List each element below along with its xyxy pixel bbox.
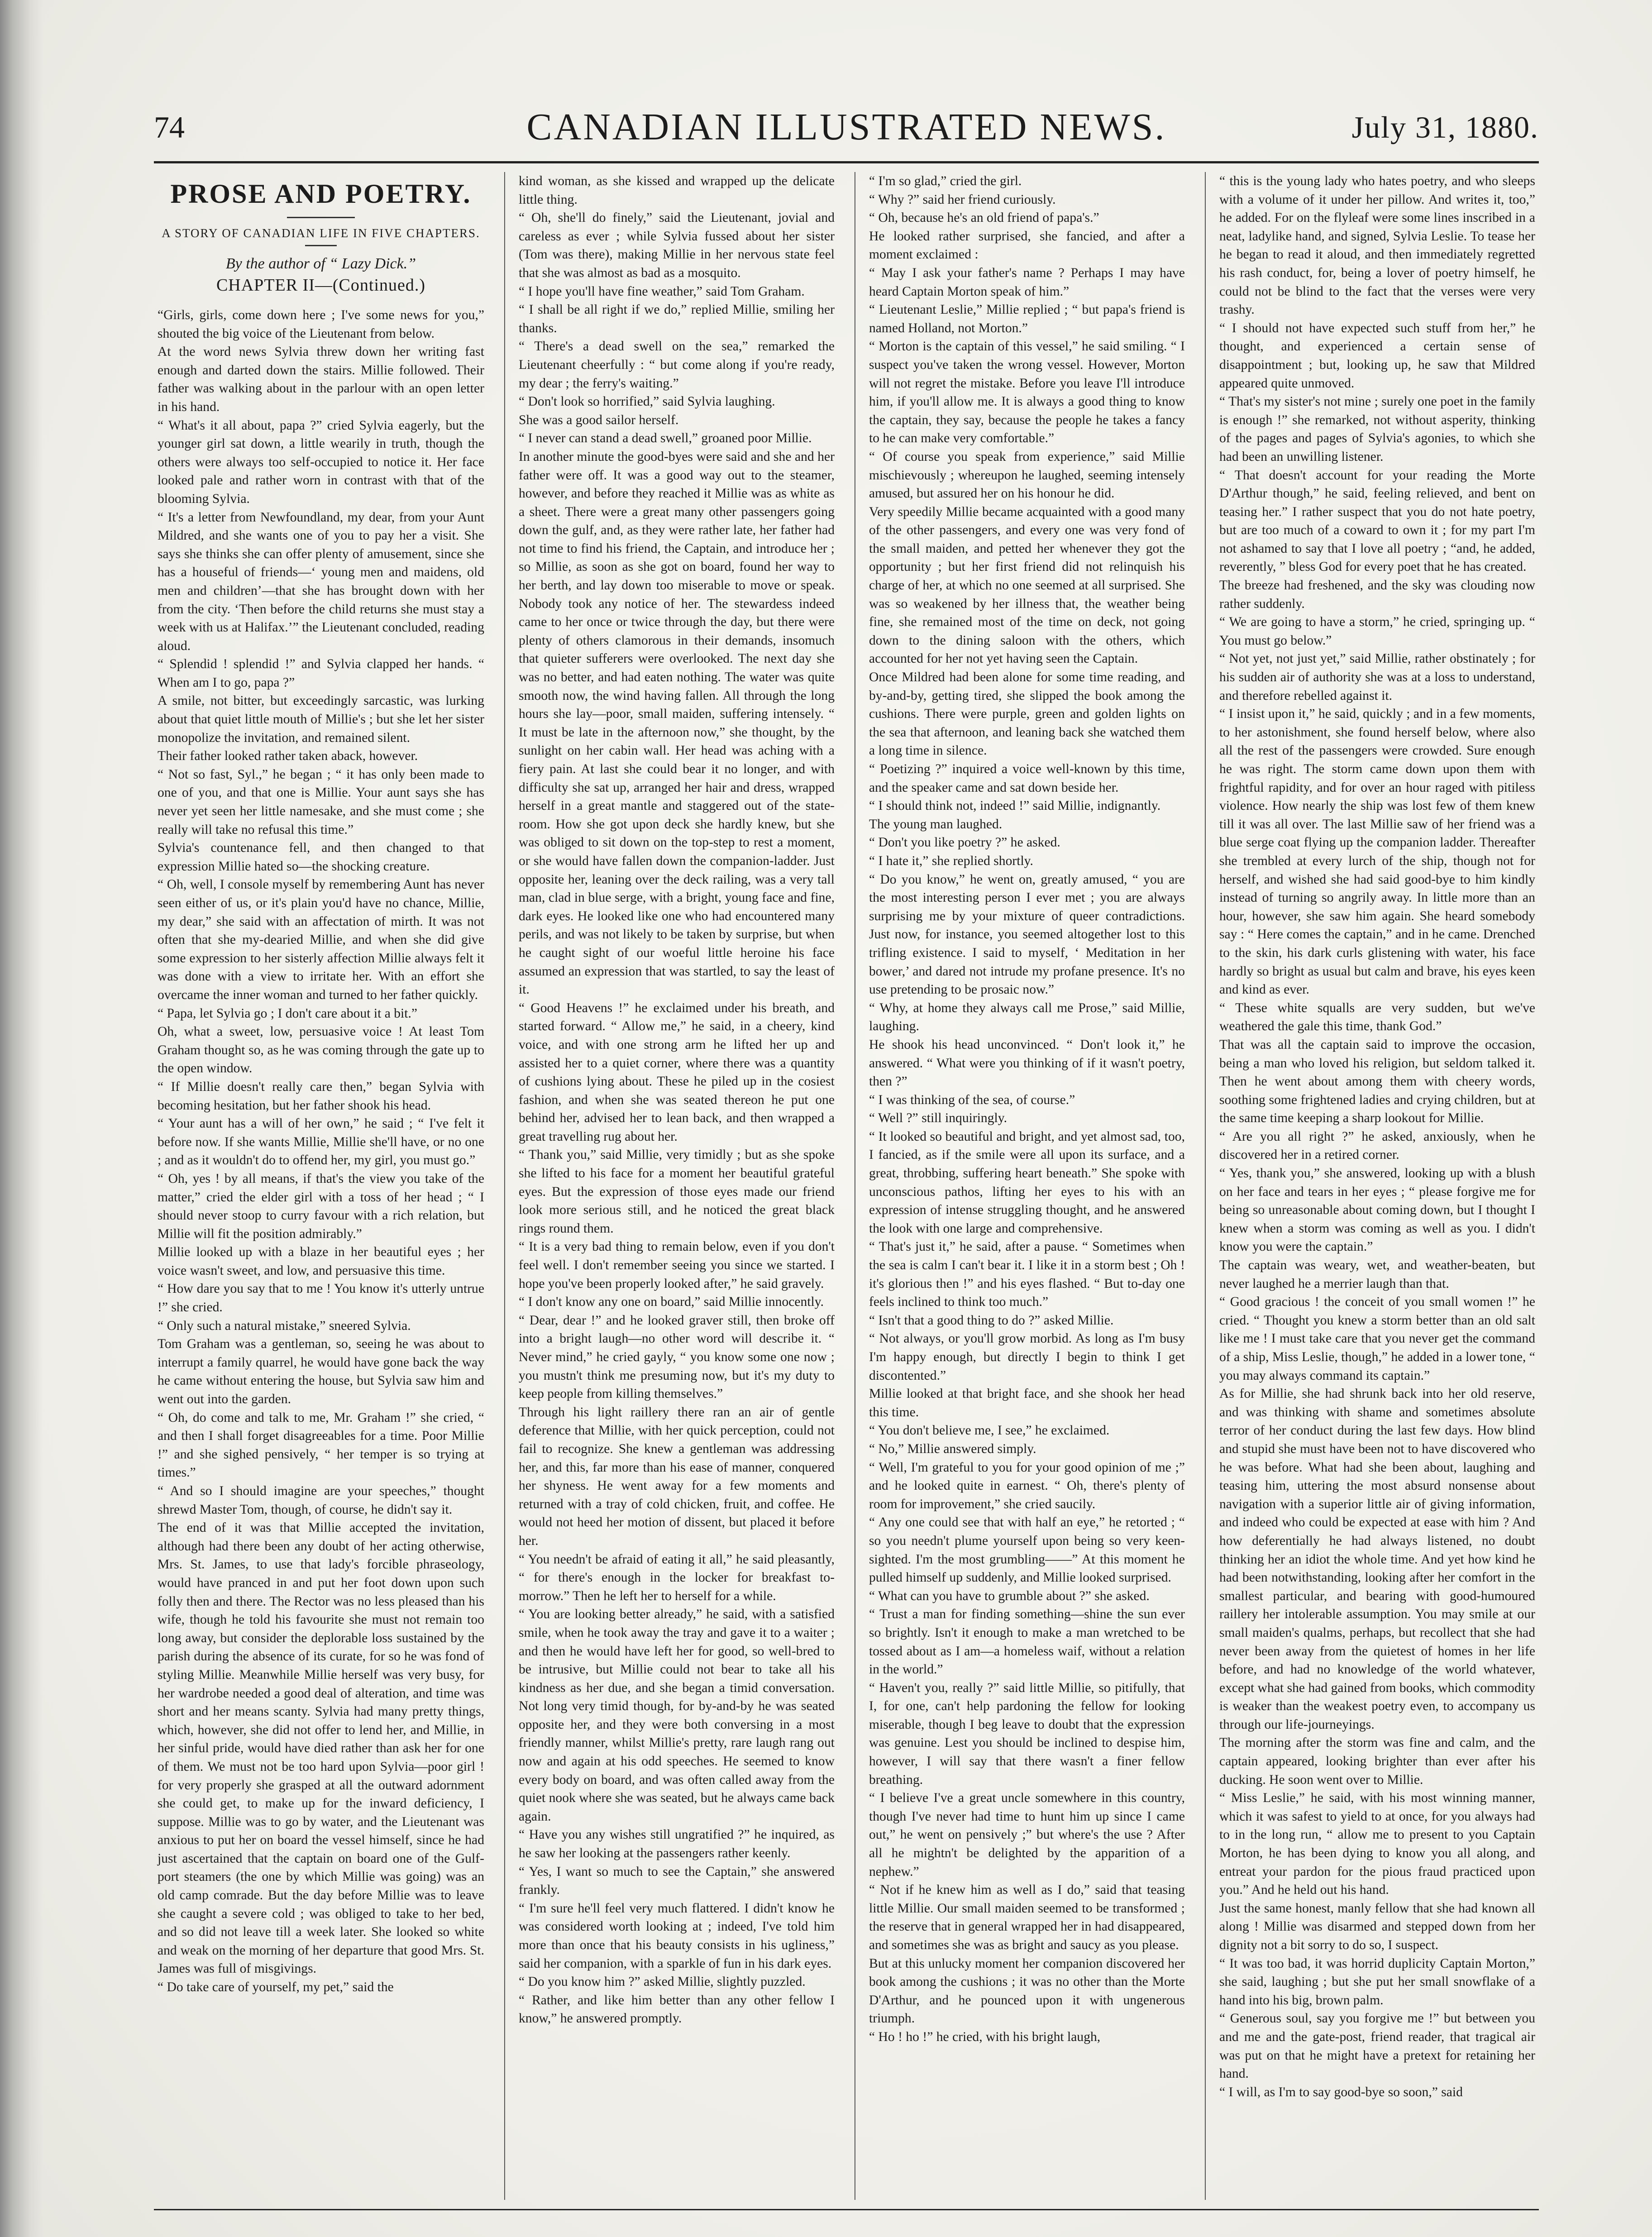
article-columns (154, 172, 1539, 2200)
column-3-text: “ I'm so glad,” cried the girl. “ Why ?” said her friend curiously. “ Oh, because he's an old friend of papa's.” He looked rather surprised, she fancied, and after a moment exclaimed : “ May I ask your father's name ? Perhaps I may have heard Captain Morton speak of him.” “ Lieutenant Leslie,” Millie replied ; “ but papa's friend is named Holland, not Morton.” “ Morton is the captain of this vessel,” he said smiling. “ I suspect you've taken the wrong vessel. However, Morton will not regret the mistake. Before you leave I'll introduce him, if you'll allow me. It is always a good thing to know the captain, they say, because the people he takes a fancy to he can make very comfortable.” “ Of course you speak from experience,” said Millie mischievously ; whereupon he laughed, seeming intensely amused, but assured her on his honour he did. Very speedily Millie became acquainted with a good many of the other passengers, and every one was very fond of the small maiden, and petted her whenever they got the opportunity ; but her first friend did not relinquish his charge of her, at which no one seemed at all surprised. She was so weakened by her illness that, the weather being fine, she remained most of the time on deck, not going down to the dining saloon with the others, which accounted for her not yet having seen the Captain. Once Mildred had been alone for some time reading, and by-and-by, getting tired, she slipped the book among the cushions. There were purple, green and golden lights on the sea that afternoon, and leaning back she watched them a long time in silence. “ Poetizing ?” inquired a voice well-known by this time, and the speaker came and sat down beside her. “ I should think not, indeed !” said Millie, indignantly. The young man laughed. “ Don't you like poetry ?” he asked. “ I hate it,” she replied shortly. “ Do you know,” he went on, greatly amused, “ you are the most interesting person I ever met ; you are always surprising me by your mixture of queer contradictions. Just now, for instance, you seemed altogether lost to this trifling existence. I said to myself, ‘ Meditation in her bower,’ and dared not intrude my profane presence. It's no use pretending to be prosaic now.” “ Why, at home they always call me Prose,” said Millie, laughing. He shook his head unconvinced. “ Don't look it,” he answered. “ What were you thinking of if it wasn't poetry, then ?” “ I was thinking of the sea, of course.” “ Well ?” still inquiringly. “ It looked so beautiful and bright, and yet almost sad, too, I fancied, as if the smile were all upon its surface, and a great, throbbing, suffering heart beneath.” She spoke with unconscious pathos, lifting her eyes to his with an expression of intense struggling thought, and he answered the look with one large and comprehensive. “ That's just it,” he said, after a pause. “ Sometimes when the sea is calm I can't bear it. I like it in a storm best ; Oh ! it's glorious then !” and his eyes flashed. “ But to-day one feels inclined to think too much.” “ Isn't that a good thing to do ?” asked Millie. “ Not always, or you'll grow morbid. As long as I'm busy I'm happy enough, but directly I begin to think I get discontented.” Millie looked at that bright face, and she shook her head this time. “ You don't believe me, I see,” he exclaimed. “ No,” Millie answered simply. “ Well, I'm grateful to you for your good opinion of me ;” and he looked quite in earnest. “ Oh, there's plenty of room for improvement,” she cried saucily. “ Any one could see that with half an eye,” he retorted ; “ so you needn't plume yourself upon being so very keen-sighted. I'm the most grumbling——” At this moment he pulled himself up suddenly, and Millie looked surprised. “ What can you have to grumble about ?” she asked. “ Trust a man for finding something—shine the sun ever so brightly. Isn't it enough to make a man wretched to be tossed about as I am—a homeless waif, without a relation in the world.” “ Haven't you, really ?” said little Millie, so pitifully, that I, for one, can't help pardoning the fellow for looking miserable, though I beg leave to doubt that the expression was genuine. Lest you should be inclined to despise him, however, I will say that there wasn't a finer fellow breathing. “ I believe I've a great uncle somewhere in this country, though I've never had time to hunt him up since I came out,” he went on pensively ;” but where's the use ? After all he mightn't be delighted by the apparition of a nephew.” “ Not if he knew him as well as I do,” said that teasing little Millie. Our small maiden seemed to be transformed ; the reserve that in general wrapped her in had disappeared, and sometimes she was as bright and saucy as you please. But at this unlucky moment her companion discovered her book among the cushions ; it was no other than the Morte D'Arthur, and he pounced upon it with ungenerous triumph. “ Ho ! ho !” he cried, with his bright laugh, (869, 174, 1185, 2044)
issue-date: July 31, 1880. (1351, 110, 1539, 144)
masthead-rule (154, 161, 1539, 163)
title-divider (287, 217, 355, 218)
column-3 (855, 172, 1189, 2200)
column-2 (504, 172, 838, 2200)
column-4-text: “ this is the young lady who hates poetry, and who sleeps with a volume of it under her pillow. And writes it, too,” he added. For on the flyleaf were some lines inscribed in a neat, ladylike hand, and signed, Sylvia Leslie. To tease her he began to read it aloud, and then immediately regretted his rash conduct, for, being a lover of poetry himself, he could not be blind to the fact that the verses were very trashy. “ I should not have expected such stuff from her,” he thought, and experienced a certain sense of disappointment ; but, looking up, he saw that Mildred appeared quite unmoved. “ That's my sister's not mine ; surely one poet in the family is enough !” she remarked, not without asperity, thinking of the pages and pages of Sylvia's agonies, to which she had been an unwilling listener. “ That doesn't account for your reading the Morte D'Arthur though,” he said, feeling relieved, and bent on teasing her.” I rather suspect that you do not hate poetry, but are too much of a coward to own it ; for my part I'm not ashamed to say that I love all poetry ; “and, he added, reverently, ” bless God for every poet that he has created. The breeze had freshened, and the sky was clouding now rather suddenly. “ We are going to have a storm,” he cried, springing up. “ You must go below.” “ Not yet, not just yet,” said Millie, rather obstinately ; for his sudden air of authority she was at a loss to understand, and therefore rebelled against it. “ I insist upon it,” he said, quickly ; and in a few moments, to her astonishment, she found herself below, where also all the rest of the passengers were crowded. Sure enough he was right. The storm came down upon them with frightful rapidity, and for over an hour raged with pitiless violence. How nearly the ship was lost few of them knew till it was all over. The last Millie saw of her friend was a blue serge coat flying up the companion ladder. Thereafter she trembled at every lurch of the ship, though not for herself, and wished she had said good-bye to him kindly instead of turning so angrily away. In little more than an hour, however, she saw him again. She heard somebody say : “ Here comes the captain,” and in he came. Drenched to the skin, his dark curls glistening with water, his face hardly so bright as usual but calm and brave, his eyes keen and kind as ever. “ These white squalls are very sudden, but we've weathered the gale this time, thank God.” That was all the captain said to improve the occasion, being a man who loved his religion, but seldom talked it. Then he went about among them with cheery words, soothing some frightened ladies and crying children, but at the same time keeping a sharp lookout for Millie. “ Are you all right ?” he asked, anxiously, when he discovered her in a retired corner. “ Yes, thank you,” she answered, looking up with a blush on her face and tears in her eyes ; “ please forgive me for being so unreasonable about coming down, but I thought I knew when a storm was coming as well as you. I didn't know you were the captain.” The captain was weary, wet, and weather-beaten, but never laughed he a merrier laugh than that. “ Good gracious ! the conceit of you small women !” he cried. “ Thought you knew a storm better than an old salt like me ! I must take care that you never get the command of a ship, Miss Leslie, though,” he added in a lower tone, “ you may always command its captain.” As for Millie, she had shrunk back into her old reserve, and was thinking with shame and sometimes absolute terror of her conduct during the last few days. How blind and stupid she must have been not to have discovered who he was before. What had she been about, laughing and teasing him, uttering the most absurd nonsense about navigation with a superior little air of giving information, and indeed who could be expected at ease with him ? And how deferentially he had always listened, no doubt thinking her an idiot the whole time. And yet how kind he had been notwithstanding, looking after her comfort in the smallest particular, and bearing with good-humoured raillery her intolerable assumption. You may smile at our small maiden's qualms, perhaps, but recollect that she had never been away from the quietest of homes in her life before, and had no knowledge of the world whatever, except what she had gained from books, which commodity is weaker than the weakest poetry even, to accompany us through our life-journeyings. The morning after the storm was fine and calm, and the captain appeared, looking brighter than ever after his ducking. He soon went over to Millie. “ Miss Leslie,” he said, with his most winning manner, which it was safest to yield to at once, for you always had to in the long run, “ allow me to present to you Captain Morton, he has been dying to know you all along, and entreat your pardon for the pious fraud practiced upon you.” And he held out his hand. Just the same honest, manly fellow that she had known all along ! Millie was disarmed and stepped down from her dignity not a bit sorry to do so, I suspect. “ It was too bad, it was horrid duplicity Captain Morton,” she said, laughing ; but she put her small snowflake of a hand into his big, brown palm. “ Generous soul, say you forgive me !” but between you and me and the gate-post, friend reader, that tragical air was put on that he might have a pretext for retaining her hand. “ I will, as I'm to say good-bye so soon,” said (1219, 174, 1535, 2099)
page-number: 74 (154, 110, 185, 144)
column-1 (154, 172, 488, 2200)
footer-rule (154, 2209, 1539, 2210)
publication-title: CANADIAN ILLUSTRATED NEWS. (526, 106, 1166, 148)
story-title-divider (305, 245, 337, 246)
byline: By the author of “ Lazy Dick.” (225, 255, 416, 272)
chapter-heading: CHAPTER II—(Continued.) (216, 276, 426, 295)
column-1-text: “Girls, girls, come down here ; I've some news for you,” shouted the big voice of the Lieutenant from below. At the word news Sylvia threw down her writing fast enough and darted down the stairs. Millie followed. Their father was walking about in the parlour with an open letter in his hand. “ What's it all about, papa ?” cried Sylvia eagerly, but the younger girl sat down, a little wearily in truth, though the others were always too self-occupied to notice it. Her face looked pale and rather worn in contrast with that of the blooming Sylvia. “ It's a letter from Newfoundland, my dear, from your Aunt Mildred, and she wants one of you to pay her a visit. She says she thinks she can offer plenty of amusement, since she has a houseful of friends—‘ young men and maidens, old men and children’—that she has brought down with her from the city. ‘Then before the child returns she must stay a week with us at Halifax.’” the Lieutenant concluded, reading aloud. “ Splendid ! splendid !” and Sylvia clapped her hands. “ When am I to go, papa ?” A smile, not bitter, but exceedingly sarcastic, was lurking about that quiet little mouth of Millie's ; but she let her sister monopolize the invitation, and remained silent. Their father looked rather taken aback, however. “ Not so fast, Syl.,” he began ; “ it has only been made to one of you, and that one is Millie. Your aunt says she has never yet seen her little namesake, and she must come ; she really will take no refusal this time.” Sylvia's countenance fell, and then changed to that expression Millie hated so—the shocking creature. “ Oh, well, I console myself by remembering Aunt has never seen either of us, or it's plain you'd have no chance, Millie, my dear,” she said with an affectation of mirth. It was not often that she my-dearied Millie, and when she did give some expression to her sisterly affection Millie always felt it was done with a view to irritate her. With an effort she overcame the inner woman and turned to her father quickly. “ Papa, let Sylvia go ; I don't care about it a bit.” Oh, what a sweet, low, persuasive voice ! At least Tom Graham thought so, as he was coming through the gate up to the open window. “ If Millie doesn't really care then,” began Sylvia with becoming hesitation, but her father shook his head. “ Your aunt has a will of her own,” he said ; “ I've felt it before now. If she wants Millie, Millie she'll have, or no one ; and as it wouldn't do to offend her, my girl, you must go.” “ Oh, yes ! by all means, if that's the view you take of the matter,” cried the elder girl with a toss of her head ; “ I should never stoop to curry favour with a rich relation, but Millie will fit the position admirably.” Millie looked up with a blaze in her beautiful eyes ; her voice wasn't sweet, and low, and persuasive this time. “ How dare you say that to me ! You know it's utterly untrue !” she cried. “ Only such a natural mistake,” sneered Sylvia. Tom Graham was a gentleman, so, seeing he was about to interrupt a family quarrel, he would have gone back the way he came without entering the house, but Sylvia saw him and went out into the garden. “ Oh, do come and talk to me, Mr. Graham !” she cried, “ and then I shall forget disagreeables for a time. Poor Millie !” and she sighed pensively, “ her temper is so trying at times.” “ And so I should imagine are your speeches,” thought shrewd Master Tom, though, of course, he didn't say it. The end of it was that Millie accepted the invitation, although had there been any doubt of her acting otherwise, Mrs. St. James, to use that lady's forcible phraseology, would have pranced in and put her foot down upon such folly then and there. The Rector was no less pleased than his wife, though he told his favourite she must not remain too long away, but consider the deplorable loss sustained by the parish during the absence of its curate, for so he was fond of styling Millie. Meanwhile Millie herself was very busy, for her wardrobe needed a good deal of alteration, and time was short and her means scanty. Sylvia had many pretty things, which, however, she did not offer to lend her, and Millie, in her sinful pride, would have died rather than ask her for one of them. We must not be too hard upon Sylvia—poor girl ! for very properly she grasped at all the outward adornment she could get, to make up for the inward deficiency, I suppose. Millie was to go by water, and the Lieutenant was anxious to put her on board the vessel himself, since he had just ascertained that the captain on board one of the Gulf-port steamers (the one by which Millie was going) was an old camp comrade. But the day before Millie was to leave she caught a severe cold ; was obliged to take to her bed, and so did not leave till a week later. She looked so white and weak on the morning of her departure that good Mrs. St. James was full of misgivings. “ Do take care of yourself, my pet,” said the (158, 308, 484, 1995)
column-4 (1205, 172, 1539, 2200)
masthead (154, 105, 1539, 159)
story-title: A STORY OF CANADIAN LIFE IN FIVE CHAPTERS. (162, 226, 480, 240)
section-title: PROSE AND POETRY. (170, 179, 472, 209)
column-2-text: kind woman, as she kissed and wrapped up the delicate little thing. “ Oh, she'll do finely,” said the Lieutenant, jovial and careless as ever ; while Sylvia fussed about her sister (Tom was there), making Millie in her nervous state feel that she was almost as bad as a mosquito. “ I hope you'll have fine weather,” said Tom Graham. “ I shall be all right if we do,” replied Millie, smiling her thanks. “ There's a dead swell on the sea,” remarked the Lieutenant cheerfully : “ but come along if you're ready, my dear ; the ferry's waiting.” “ Don't look so horrified,” said Sylvia laughing. She was a good sailor herself. “ I never can stand a dead swell,” groaned poor Millie. In another minute the good-byes were said and she and her father were off. It was a good way out to the steamer, however, and before they reached it Millie was as white as a sheet. There were a great many other passengers going down the gulf, and, as they were rather late, her father had not time to find his friend, the Captain, and introduce her ; so Millie, as soon as she got on board, found her way to her berth, and lay down too miserable to move or speak. Nobody took any notice of her. The stewardess indeed came to her once or twice through the day, but there were plenty of others clamorous in their demands, insomuch that quieter sufferers were overlooked. The next day she was no better, and had eaten nothing. The water was quite smooth now, the wind having fallen. All through the long hours she lay—poor, small maiden, suffering intensely. “ It must be late in the afternoon now,” she thought, by the sunlight on her cabin wall. Her head was aching with a fiery pain. At last she could bear it no longer, and with difficulty she sat up, arranged her hair and dress, wrapped herself in a great mantle and staggered out of the state-room. How she got upon deck she hardly knew, but she was obliged to sit down on the top-step to rest a moment, or she would have fallen down the companion-ladder. Just opposite her, leaning over the deck railing, was a very tall man, clad in blue serge, with a bright, young face and fine, dark eyes. He looked like one who had encountered many perils, and was not likely to be taken by surprise, but when he caught sight of our woeful little heroine his face assumed an expression that was startled, to say the least of it. “ Good Heavens !” he exclaimed under his breath, and started forward. “ Allow me,” he said, in a cheery, kind voice, and with one strong arm he lifted her up and assisted her to a quiet corner, where there was a quantity of cushions lying about. These he piled up in the cosiest fashion, and when she was seated thereon he put one behind her, advised her to lean back, and then wrapped a great travelling rug about her. “ Thank you,” said Millie, very timidly ; but as she spoke she lifted to his face for a moment her beautiful grateful eyes. But the expression of those eyes made our friend look more serious still, and he noticed the great black rings round them. “ It is a very bad thing to remain below, even if you don't feel well. I don't remember seeing you since we started. I hope you've been properly looked after,” he said gravely. “ I don't know any one on board,” said Millie innocently. “ Dear, dear !” and he looked graver still, then broke off into a bright laugh—no other word will describe it. “ Never mind,” he cried gayly, “ you know some one now ; you mustn't think me presuming now, but it's my duty to keep people from killing themselves.” Through his light raillery there ran an air of gentle deference that Millie, with her quick perception, could not fail to recognize. She knew a gentleman was addressing her, and this, far more than his ease of manner, conquered her shyness. He went away for a few moments and returned with a tray of cold chicken, fruit, and coffee. He would not heed her motion of dissent, but placed it before her. “ You needn't be afraid of eating it all,” he said pleasantly, “ for there's enough in the locker for breakfast to-morrow.” Then he left her to herself for a while. “ You are looking better already,” he said, with a satisfied smile, when he took away the tray and gave it to a waiter ; and then he would have left her for good, so well-bred to be intrusive, but Millie could not bear to take all his kindness as her due, and she began a timid conversation. Not long very timid though, for by-and-by he was seated opposite her, and they were both conversing in a most friendly manner, whilst Millie's pretty, rare laugh rang out now and again at his odd speeches. He seemed to know every body on board, and was often called away from the quiet nook where she was seated, but he always came back again. “ Have you any wishes still ungratified ?” he inquired, as he saw her looking at the passengers rather keenly. “ Yes, I want so much to see the Captain,” she answered frankly. “ I'm sure he'll feel very much flattered. I didn't know he was considered worth looking at ; indeed, I've told him more than once that his beauty consists in his ugliness,” said her companion, with a sparkle of fun in his dark eyes. “ Do you know him ?” asked Millie, slightly puzzled. “ Rather, and like him better than any other fellow I know,” he answered promptly. (519, 174, 835, 2026)
page-binding-edge (0, 0, 43, 2237)
